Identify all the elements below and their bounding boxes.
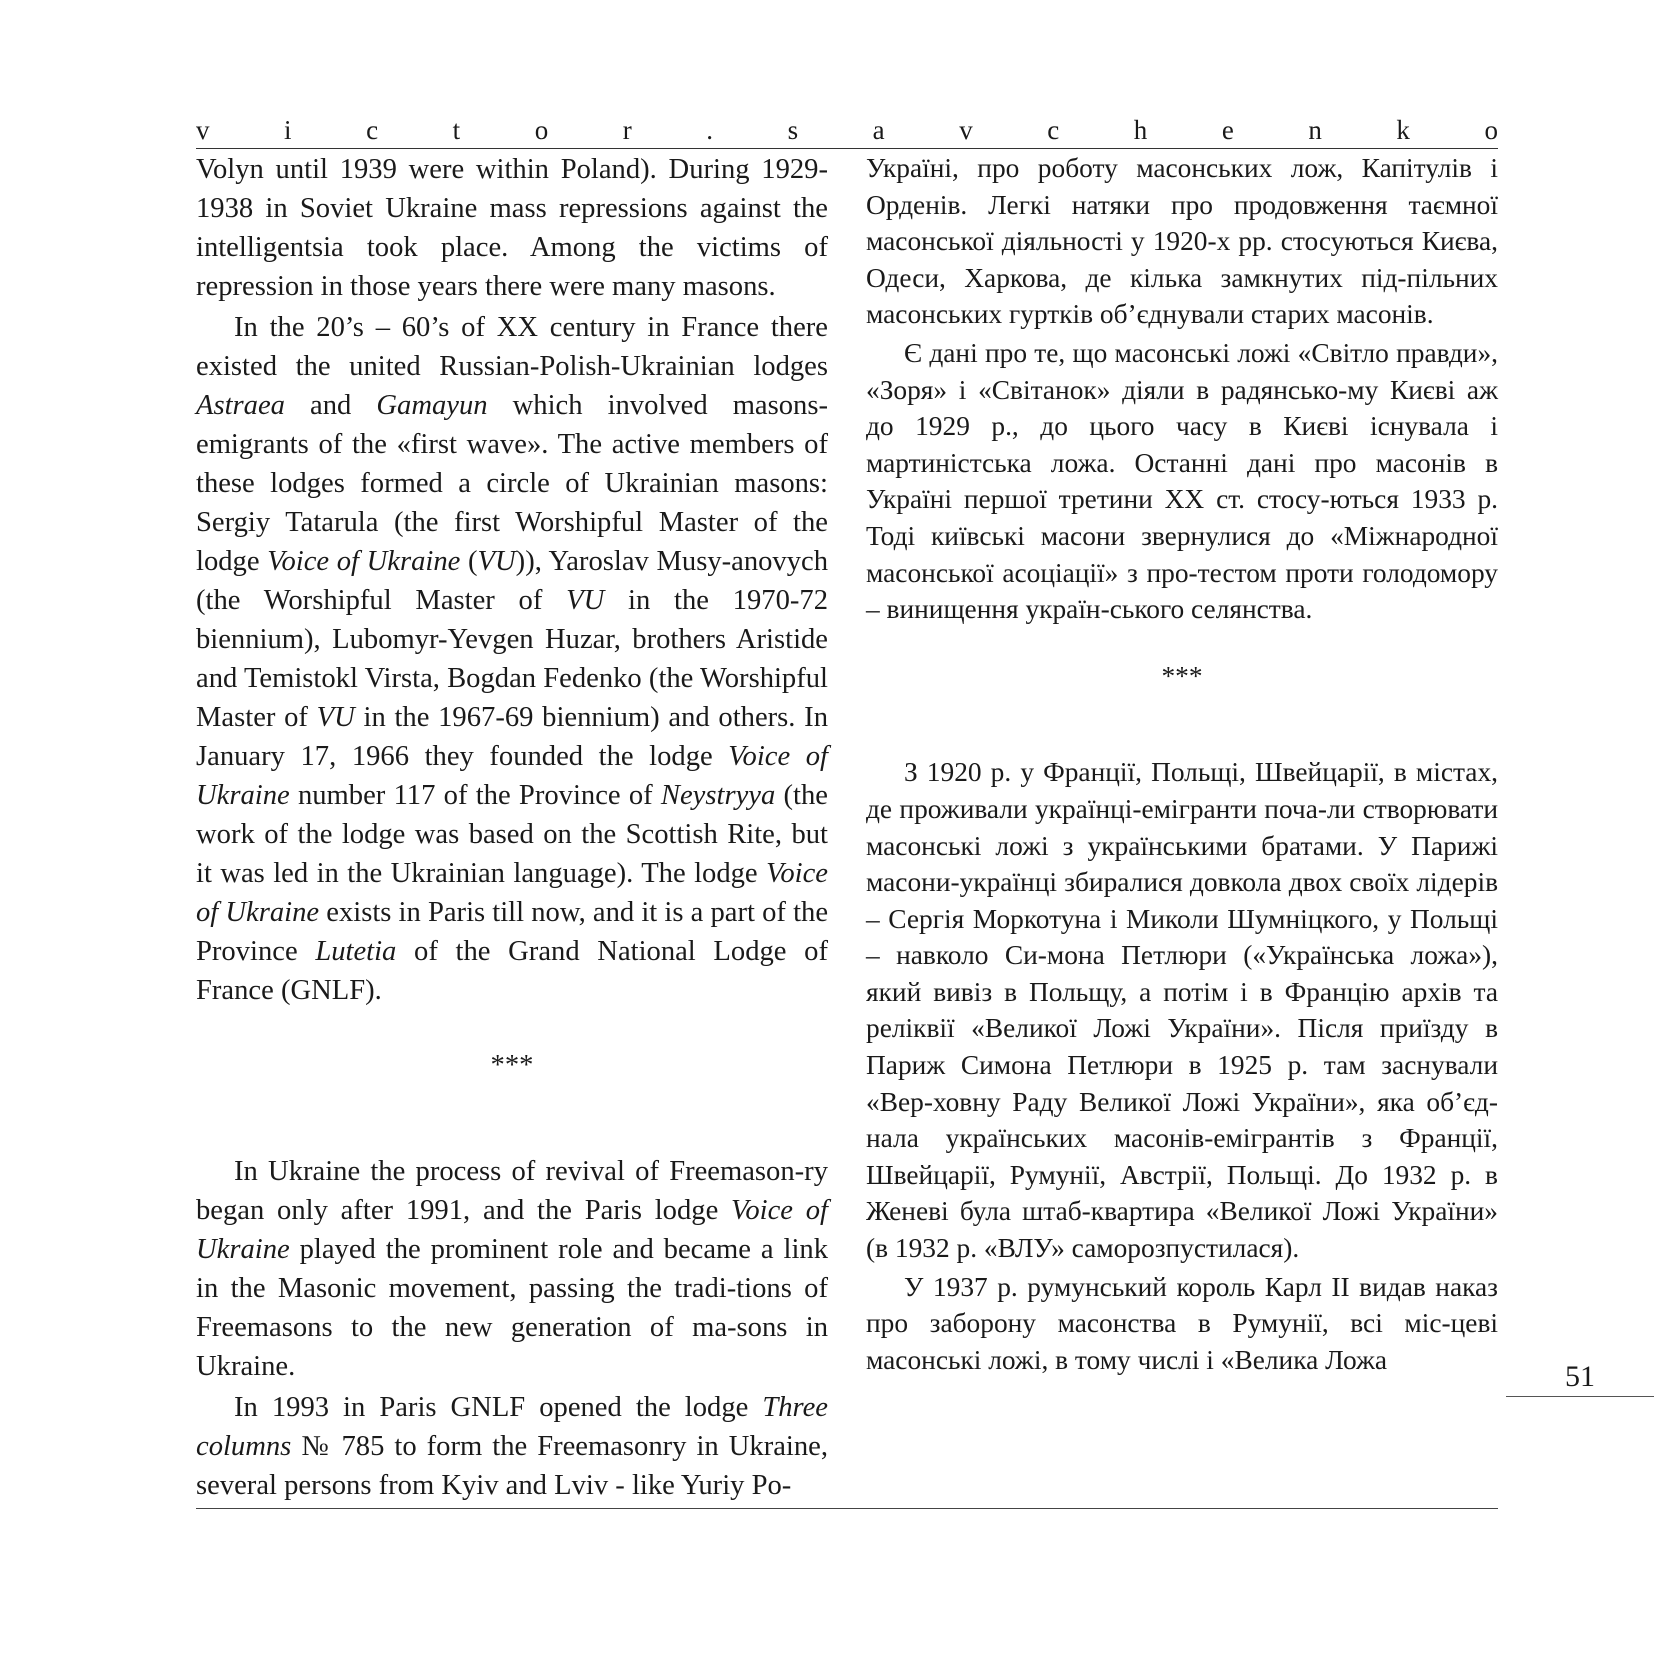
- header-letter: c: [366, 114, 379, 145]
- section-separator: ***: [490, 1050, 534, 1081]
- header-letter: t: [452, 114, 461, 145]
- page-number: 51: [1565, 1360, 1595, 1393]
- left-column: [196, 150, 828, 1505]
- header-letter: e: [1221, 114, 1234, 145]
- footer-rule: [196, 1508, 1498, 1509]
- header-letter: c: [1047, 114, 1060, 145]
- header-letter: s: [787, 114, 799, 145]
- section-separator: ***: [1161, 660, 1203, 691]
- paragraph: In the 20’s – 60’s of XX century in France there existed the united Russian-Polish-Ukrainian lodges Astraea and Gamayun which involved masons-emigrants of the «first wave». The active members of these lodges formed a circle of Ukrainian masons: Sergiy Tatarula (the first Worshipful Master of the lodge Voice of Ukraine (VU)), Yaroslav Musy-anovych (the Worshipful Master of VU in the 1970-72 biennium), Lubomyr-Yevgen Huzar, brothers Aristide and Temistokl Virsta, Bogdan Fedenko (the Worshipful Master of VU in the 1967-69 biennium) and others. In January 17, 1966 they founded the lodge Voice of Ukraine number 117 of the Province of Neystryya (the work of the lodge was based on the Scottish Rite, but it was led in the Ukrainian language). The lodge Voice of Ukraine exists in Paris till now, and it is a part of the Province Lutetia of the Grand National Lodge of France (GNLF).: [196, 312, 829, 1006]
- header-letter: r: [622, 114, 632, 145]
- header-rule: [196, 148, 1498, 149]
- header-letter: .: [706, 114, 714, 145]
- page-number-rule: [1506, 1396, 1654, 1397]
- paragraph: З 1920 р. у Франції, Польщі, Швейцарії, в містах, де проживали українці-емігранти поча-ли створювати масонські ложі з українськими братами. У Парижі масони-українці збиралися довкола двох своїх лідерів – Сергія Моркотуна і Миколи Шумніцкого, у Польщі – навколо Си-мона Петлюри («Українська ложа»), який вивіз в Польщу, а потім і в Францію архів та реліквії «Великої Ложі України». Після приїзду в Париж Симона Петлюри в 1925 р. там заснували «Вер-ховну Раду Великої Ложі України», яка об’єд-нала українських масонів-емігрантів з Франції, Швейцарії, Румунії, Австрії, Польщі. До 1932 р. в Женеві була штаб-квартира «Великої Ложі України» (в 1932 р. «ВЛУ» саморозпустилася).: [866, 757, 1498, 1264]
- header-letter: a: [872, 114, 885, 145]
- paragraph: У 1937 р. румунський король Карл II видав наказ про заборону масонства в Румунії, всі міс-цеві масонські ложі, в тому числі і «Велика Ложа: [866, 1271, 1498, 1375]
- header-letter: i: [284, 114, 292, 145]
- paragraph: In 1993 in Paris GNLF opened the lodge Three columns № 785 to form the Freemasonry in Ukraine, several persons from Kyiv and Lviv - like Yuriy Po-: [196, 1392, 828, 1501]
- paragraph: Україні, про роботу масонських лож, Капітулів і Орденів. Легкі натяки про продовження таємної масонської діяльності у 1920-х рр. стосуються Києва, Одеси, Харкова, де кілька замкнутих під-пільних масонських гуртків об’єднували старих масонів.: [866, 153, 1498, 330]
- paragraph: Volyn until 1939 were within Poland). During 1929-1938 in Soviet Ukraine mass repressions against the intelligentsia took place. Among the victims of repression in those years there were many masons.: [196, 154, 828, 302]
- header-letter: k: [1396, 114, 1410, 145]
- right-column: [866, 150, 1498, 1378]
- header-letter: v: [959, 114, 973, 145]
- header-letter: o: [1484, 114, 1498, 145]
- paragraph: In Ukraine the process of revival of Freemason-ry began only after 1991, and the Paris lodge Voice of Ukraine played the prominent role and became a link in the Masonic movement, passing the tradi-tions of Freemasons to the new generation of ma-sons in Ukraine.: [196, 1156, 828, 1382]
- running-header: [196, 112, 1498, 148]
- header-letter: h: [1133, 114, 1148, 145]
- header-letter: n: [1308, 114, 1322, 145]
- header-letter: o: [534, 114, 549, 145]
- header-letter: v: [196, 114, 210, 145]
- paragraph: Є дані про те, що масонські ложі «Світло правди», «Зоря» і «Світанок» діяли в радянсько-му Києві аж до 1929 р., до цього часу в Києві існувала і мартиністська ложа. Останні дані про масонів в Україні першої третини ХХ ст. стосу-ються 1933 р. Тоді київські масони звернулися до «Міжнародної масонської асоціації» з про-тестом проти голодомору – винищення україн-ського селянства.: [866, 337, 1498, 625]
